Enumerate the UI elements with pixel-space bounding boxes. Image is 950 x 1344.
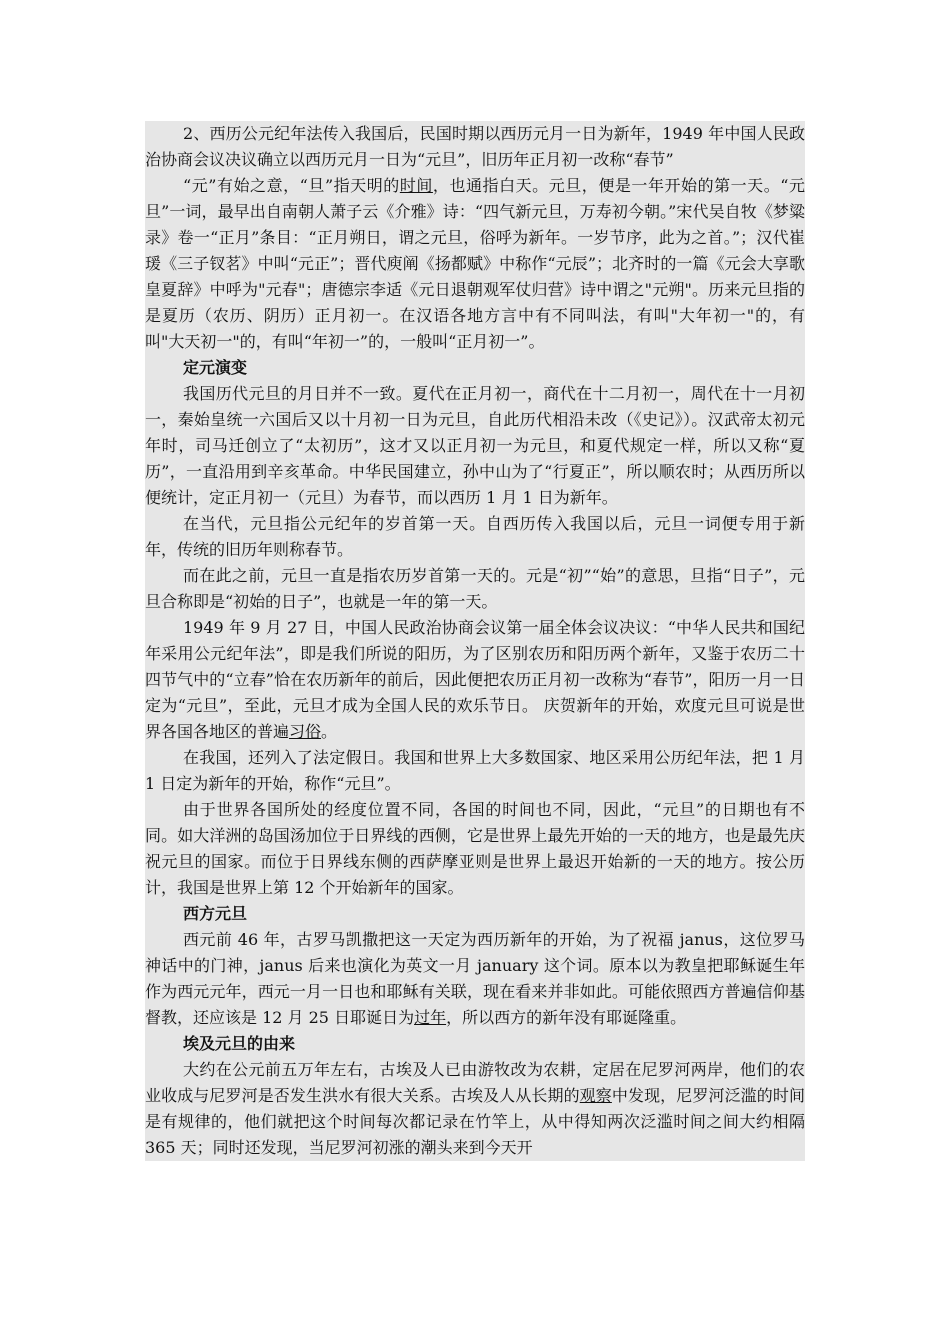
text: ，也通指白天。元旦，便是一年开始的第一天。“元旦”一词，最早出自南朝人萧子云《介雅》诗：“四气新元旦，万寿初今朝。”宋代吴自牧《梦粱录》卷一“正月”条目：“正月朔日，谓之元旦，俗呼为新年。一岁节序，此为之首。”；汉代崔瑗《三子钗茗》中叫“元正”；晋代庾阐《扬都赋》中称作“元辰”；北齐时的一篇《元会大享歌皇夏辞》中呼为"元春"；唐德宗李适《元日退朝观军仗归营》诗中谓之"元朔"。历来元旦指的是夏历（农历、阴历）正月初一。在汉语各地方言中有不同叫法，有叫"大年初一"的，有叫"大天初一"的，有叫“年初一”的，一般叫“正月初一”。 bbox=[145, 176, 805, 351]
link-custom[interactable]: 习俗 bbox=[289, 722, 322, 741]
link-new-year[interactable]: 过年 bbox=[414, 1008, 447, 1027]
text: 。 bbox=[321, 722, 338, 741]
text: 大约在公元前五万年左右，古埃及人已由游牧改为农耕，定居在尼罗河两岸，他们的农业收成与尼罗河是否发生洪水有很大关系。古埃及人从长期的 bbox=[145, 1060, 805, 1105]
text: 而在此之前，元旦一直是指农历岁首第一天的。元是“初”“始”的意思，旦指“日子”，元旦合称即是“初始的日子”，也就是一年的第一天。 bbox=[145, 566, 805, 611]
link-time[interactable]: 时间 bbox=[399, 176, 433, 195]
section-heading: 埃及元旦的由来 bbox=[183, 1034, 296, 1053]
paragraph bbox=[145, 745, 805, 797]
paragraph bbox=[145, 563, 805, 615]
paragraph bbox=[145, 121, 805, 173]
paragraph bbox=[145, 927, 805, 1031]
paragraph bbox=[145, 173, 805, 355]
text: 在当代，元旦指公元纪年的岁首第一天。自西历传入我国以后，元旦一词便专用于新年，传统的旧历年则称春节。 bbox=[145, 514, 805, 559]
paragraph bbox=[145, 615, 805, 745]
text: 中发现，尼罗河泛滥的时间是有规律的，他们就把这个时间每次都记录在竹竿上，从中得知两次泛滥时间之间大约相隔 365 天；同时还发现，当尼罗河初涨的潮头来到今天开 bbox=[145, 1086, 805, 1157]
text: ，所以西方的新年没有耶诞隆重。 bbox=[446, 1008, 687, 1027]
text: 1949 年 9 月 27 日，中国人民政治协商会议第一届全体会议决议：“中华人民共和国纪年采用公元纪年法”，即是我们所说的阳历，为了区别农历和阳历两个新年，又鉴于农历二十四节气中的“立春”恰在农历新年的前后，因此便把农历正月初一改称为“春节”，阳历一月一日定为“元旦”，至此，元旦才成为全国人民的欢乐节日。 庆贺新年的开始，欢度元旦可说是世界各国各地区的普遍 bbox=[145, 618, 805, 741]
link-observation[interactable]: 观察 bbox=[579, 1086, 612, 1105]
text: 西元前 46 年，古罗马凯撒把这一天定为西历新年的开始，为了祝福 janus，这位罗马神话中的门神，janus 后来也演化为英文一月 january 这个词。原本以为教皇把耶稣诞生年作为西元元年，西元一月一日也和耶稣有关联，现在看来并非如此。可能依照西方普遍信仰基督教，还应该是 12 月 25 日耶诞日为 bbox=[145, 930, 805, 1027]
text: 2、西历公元纪年法传入我国后，民国时期以西历元月一日为新年，1949 年中国人民政治协商会议决议确立以西历元月一日为“元旦”，旧历年正月初一改称“春节” bbox=[145, 124, 805, 169]
section-heading: 定元演变 bbox=[183, 358, 248, 377]
text: 由于世界各国所处的经度位置不同，各国的时间也不同，因此，“元旦”的日期也有不同。如大洋洲的岛国汤加位于日界线的西侧，它是世界上最先开始的一天的地方，也是最先庆祝元旦的国家。而位于日界线东侧的西萨摩亚则是世界上最迟开始新的一天的地方。按公历计，我国是世界上第 12 个开始新年的国家。 bbox=[145, 800, 805, 897]
paragraph bbox=[145, 381, 805, 511]
paragraph bbox=[145, 511, 805, 563]
text: 我国历代元旦的月日并不一致。夏代在正月初一，商代在十二月初一，周代在十一月初一，秦始皇统一六国后又以十月初一日为元旦，自此历代相沿未改（《史记》）。汉武帝太初元年时，司马迁创立了“太初历”，这才又以正月初一为元旦，和夏代规定一样，所以又称“夏历”，一直沿用到辛亥革命。中华民国建立，孙中山为了“行夏正”，所以顺农时；从西历所以便统计，定正月初一（元旦）为春节，而以西历 1 月 1 日为新年。 bbox=[145, 384, 805, 507]
paragraph bbox=[145, 1057, 805, 1161]
section-heading: 西方元旦 bbox=[183, 904, 248, 923]
document-body bbox=[145, 121, 805, 1161]
text: 在我国，还列入了法定假日。我国和世界上大多数国家、地区采用公历纪年法，把 1 月 1 日定为新年的开始，称作“元旦”。 bbox=[145, 748, 805, 793]
paragraph bbox=[145, 797, 805, 901]
text: “元”有始之意，“旦”指天明的 bbox=[183, 176, 400, 195]
